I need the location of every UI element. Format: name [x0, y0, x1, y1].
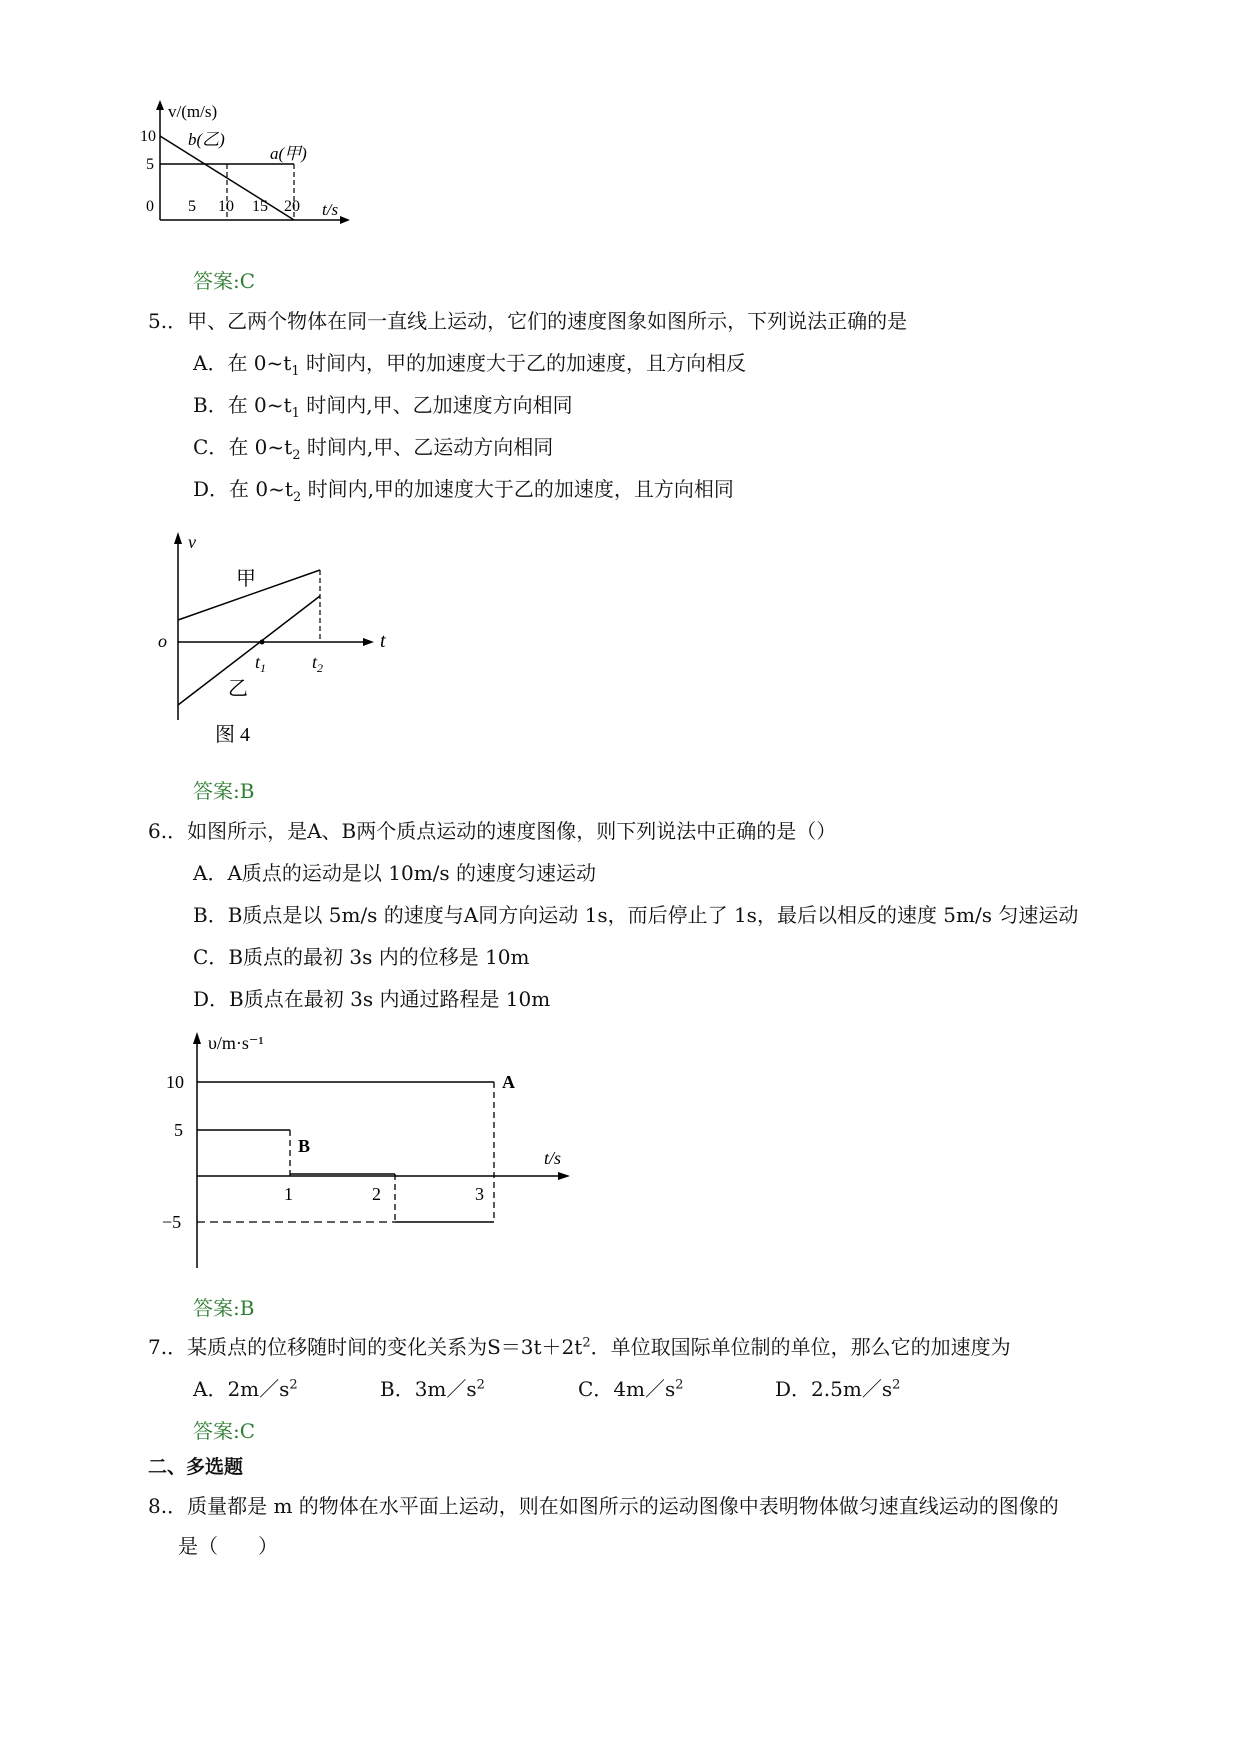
- q5-answer: 答案:B: [193, 779, 255, 803]
- q4-xtick-5: 5: [188, 198, 196, 215]
- q6-option-a: A．A质点的运动是以 10m/s 的速度匀速运动: [193, 861, 597, 885]
- q4-xlabel: t/s: [322, 200, 339, 219]
- q6-question: 6.．如图所示，是A、B两个质点运动的速度图像，则下列说法中正确的是（）: [148, 819, 837, 843]
- q5-origin-label: o: [158, 631, 167, 651]
- q6-line-a-label: A: [502, 1072, 515, 1092]
- q6-option-c: C．B质点的最初 3s 内的位移是 10m: [193, 945, 530, 969]
- q6-option-d: D．B质点在最初 3s 内通过路程是 10m: [193, 987, 551, 1011]
- q7-option-a: A．$2m/s^2$: [193, 1377, 298, 1401]
- q6-ylabel: υ/m·s⁻¹: [208, 1033, 264, 1053]
- q8-question-line1: 8.．质量都是 m 的物体在水平面上运动，则在如图所示的运动图像中表明物体做匀速直线运动的图像的: [148, 1494, 1059, 1518]
- q5-question: 5.．甲、乙两个物体在同一直线上运动，它们的速度图象如图所示，下列说法正确的是: [148, 309, 908, 333]
- q4-ytick-10: 10: [140, 128, 156, 145]
- q6-xtick-2: 2: [372, 1184, 381, 1204]
- q5-xlabel: t: [380, 630, 386, 652]
- q4-xtick-10: 10: [218, 198, 234, 215]
- q5-ylabel: v: [188, 532, 196, 552]
- q4-line-a-label: a(甲): [270, 144, 307, 163]
- q4-velocity-chart: [140, 98, 380, 248]
- q7-question: 7.．某质点的位移随时间的变化关系为$S=3t+2t^2$．单位取国际单位制的单位，那么它的加速度为: [148, 1335, 1011, 1359]
- q4-xtick-0: 0: [146, 198, 154, 215]
- q6-ytick-10: 10: [166, 1072, 184, 1092]
- q6-xtick-1: 1: [284, 1184, 293, 1204]
- q7-answer: 答案:C: [193, 1419, 256, 1443]
- q4-ylabel: v/(m/s): [168, 102, 218, 121]
- q5-option-d: D．在 $0\sim t_2$ 时间内,甲的加速度大于乙的加速度，且方向相同: [193, 477, 734, 505]
- q5-line-yi-label: 乙: [228, 678, 248, 700]
- q6-xtick-3: 3: [475, 1184, 484, 1204]
- q8-question-line2: 是（ ）: [178, 1534, 278, 1558]
- q5-t2-label: $t_2$: [312, 652, 324, 675]
- q5-option-c: C．在 $0\sim t_2$ 时间内,甲、乙运动方向相同: [193, 435, 554, 463]
- q4-ytick-5: 5: [146, 156, 154, 173]
- q6-velocity-chart: [160, 1028, 580, 1278]
- q4-xtick-20: 20: [284, 198, 300, 215]
- q5-figure-caption: 图 4: [215, 724, 250, 746]
- q5-t1-label: $t_1$: [255, 652, 267, 675]
- q7-option-d: D．$2.5m/s^2$: [775, 1377, 901, 1401]
- q6-answer: 答案:B: [193, 1296, 255, 1320]
- q4-answer: 答案:C: [193, 269, 256, 293]
- q4-xtick-15: 15: [252, 198, 268, 215]
- q6-line-b-label: B: [298, 1136, 311, 1156]
- q5-option-b: B．在 $0\sim t_1$ 时间内,甲、乙加速度方向相同: [193, 393, 573, 421]
- q5-option-a: A．在 $0\sim t_1$ 时间内，甲的加速度大于乙的加速度，且方向相反: [193, 351, 746, 379]
- section-title: 二、多选题: [148, 1456, 244, 1478]
- q6-ytick-minus5: −5: [162, 1212, 182, 1232]
- q7-option-c: C．$4m/s^2$: [578, 1377, 684, 1401]
- q6-option-b: B．B质点是以 5m/s 的速度与A同方向运动 1s，而后停止了 1s，最后以相反的速度 5m/s 匀速运动: [193, 903, 1079, 927]
- q6-xlabel: t/s: [544, 1148, 562, 1168]
- q4-line-b-label: b(乙): [188, 130, 225, 149]
- q6-ytick-5: 5: [174, 1120, 183, 1140]
- q5-velocity-chart: [150, 530, 400, 755]
- q7-option-b: B．$3m/s^2$: [380, 1377, 485, 1401]
- q5-line-jia-label: 甲: [236, 568, 256, 590]
